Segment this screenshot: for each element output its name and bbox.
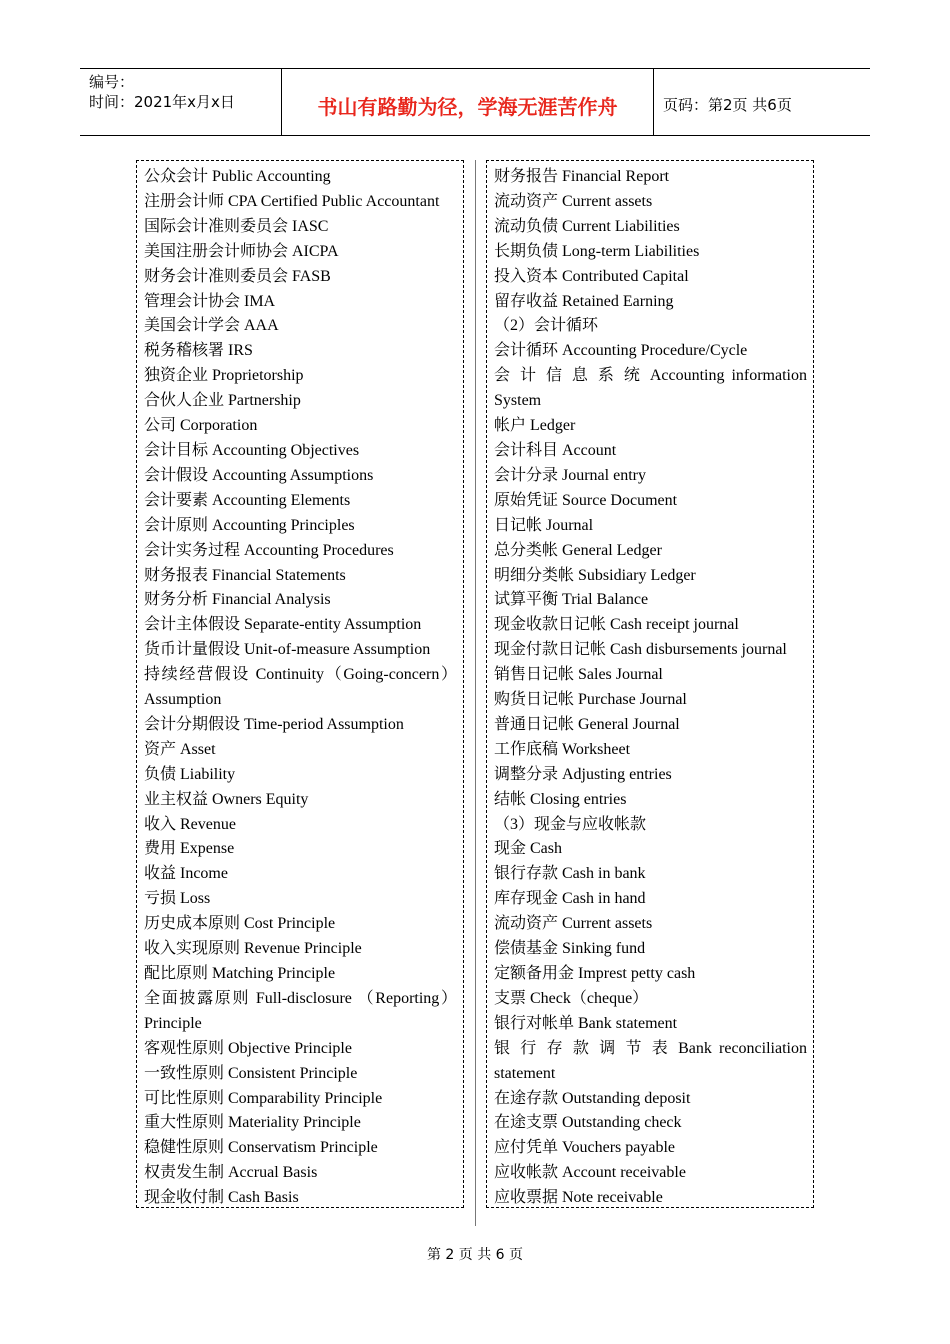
header-meta	[80, 69, 282, 135]
glossary-entry: 在途支票 Outstanding check	[494, 1114, 682, 1132]
glossary-entry: 资产 Asset	[144, 740, 216, 758]
glossary-left-column	[136, 160, 464, 1208]
glossary-entry: 银行对帐单 Bank statement	[494, 1014, 678, 1032]
glossary-entry: 试算平衡 Trial Balance	[494, 591, 649, 609]
glossary-entry: 应收帐款 Account receivable	[494, 1164, 686, 1182]
header-motto: 书山有路勤为径，学海无涯苦作舟	[282, 69, 654, 135]
date-label: 时间：2021年x月x日	[89, 93, 235, 111]
glossary-entry: 权责发生制 Accrual Basis	[144, 1164, 318, 1182]
glossary-entry: 在途存款 Outstanding deposit	[494, 1089, 691, 1107]
glossary-entry: 销售日记帐 Sales Journal	[494, 666, 663, 684]
glossary-entry: 一致性原则 Consistent Principle	[144, 1064, 358, 1082]
glossary-entry: 定额备用金 Imprest petty cash	[494, 965, 696, 982]
glossary-entry: 历史成本原则 Cost Principle	[144, 915, 336, 933]
glossary-entry: （2）会计循环	[494, 317, 599, 335]
glossary-entry: 亏损 Loss	[144, 890, 211, 908]
glossary-entry: 现金 Cash	[494, 840, 563, 858]
glossary-entry: 美国注册会计师协会 AICPA	[144, 242, 339, 260]
glossary-entry: 收入 Revenue	[144, 815, 236, 833]
glossary-entry: 可比性原则 Comparability Principle	[144, 1089, 383, 1107]
glossary-entry: 财务分析 Financial Analysis	[144, 591, 331, 609]
glossary-right-column	[486, 160, 814, 1208]
glossary-entry: 银 行 存 款 调 节 表 Bank reconciliation statement	[494, 1039, 807, 1082]
glossary-entry: 支票 Check（cheque）	[494, 989, 649, 1007]
glossary-entry: 会计科目 Account	[494, 441, 617, 459]
glossary-right-list	[487, 161, 813, 1211]
glossary-entry: 会计目标 Accounting Objectives	[144, 441, 360, 459]
glossary-entry: 业主权益 Owners Equity	[144, 790, 309, 808]
glossary-entry: 现金收款日记帐 Cash receipt journal	[494, 616, 739, 634]
glossary-entry: 重大性原则 Materiality Principle	[144, 1114, 361, 1132]
glossary-entry: 费用 Expense	[144, 840, 235, 858]
glossary-entry: 公众会计 Public Accounting	[144, 168, 331, 185]
glossary-entry: 会计循环 Accounting Procedure/Cycle	[494, 342, 748, 360]
glossary-entry: 帐户 Ledger	[494, 417, 576, 435]
glossary-entry: 应收票据 Note receivable	[494, 1189, 663, 1207]
glossary-entry: 结帐 Closing entries	[494, 790, 627, 808]
glossary-entry: 会 计 信 息 系 统 Accounting information System	[494, 367, 807, 410]
glossary-entry: 工作底稿 Worksheet	[494, 740, 631, 758]
glossary-entry: 投入资本 Contributed Capital	[494, 267, 689, 285]
glossary-entry: （3）现金与应收帐款	[494, 815, 647, 833]
glossary-entry: 财务报告 Financial Report	[494, 168, 670, 185]
glossary-entry: 调整分录 Adjusting entries	[494, 765, 672, 783]
glossary-entry: 会计实务过程 Accounting Procedures	[144, 541, 394, 559]
glossary-entry: 合伙人企业 Partnership	[144, 392, 301, 410]
glossary-entry: 公司 Corporation	[144, 417, 258, 435]
glossary-entry: 留存收益 Retained Earning	[494, 292, 674, 310]
glossary-entry: 会计主体假设 Separate-entity Assumption	[144, 616, 422, 634]
glossary-entry: 收益 Income	[144, 865, 228, 883]
glossary-entry: 偿债基金 Sinking fund	[494, 940, 646, 958]
glossary-entry: 会计分期假设 Time-period Assumption	[144, 715, 404, 733]
glossary-entry: 配比原则 Matching Principle	[144, 965, 336, 982]
glossary-entry: 普通日记帐 General Journal	[494, 715, 680, 733]
glossary-entry: 收入实现原则 Revenue Principle	[144, 940, 362, 958]
glossary-entry: 管理会计协会 IMA	[144, 292, 276, 310]
glossary-entry: 银行存款 Cash in bank	[494, 865, 646, 883]
glossary-entry: 现金收付制 Cash Basis	[144, 1189, 299, 1207]
glossary-entry: 日记帐 Journal	[494, 516, 594, 534]
glossary-entry: 会计要素 Accounting Elements	[144, 491, 351, 509]
glossary-entry: 财务会计准则委员会 FASB	[144, 267, 331, 285]
glossary-entry: 流动资产 Current assets	[494, 915, 653, 933]
glossary-entry: 长期负债 Long-term Liabilities	[494, 242, 700, 260]
glossary-entry: 会计假设 Accounting Assumptions	[144, 466, 374, 484]
doc-number-label: 编号：	[89, 73, 135, 91]
glossary-entry: 货币计量假设 Unit-of-measure Assumption	[144, 641, 431, 659]
glossary-entry: 稳健性原则 Conservatism Principle	[144, 1139, 378, 1157]
header-page-label: 页码：第2页 共6页	[663, 95, 792, 114]
glossary-left-list	[137, 161, 463, 1211]
glossary-entry: 税务稽核署 IRS	[144, 342, 253, 360]
glossary-entry: 美国会计学会 AAA	[144, 317, 279, 335]
glossary-entry: 客观性原则 Objective Principle	[144, 1039, 352, 1057]
glossary-entry: 注册会计师 CPA Certified Public Accountant	[144, 192, 440, 210]
glossary-entry: 原始凭证 Source Document	[494, 491, 678, 509]
glossary-entry: 应付凭单 Vouchers payable	[494, 1139, 676, 1157]
glossary-entry: 负债 Liability	[144, 765, 236, 783]
glossary-entry: 库存现金 Cash in hand	[494, 890, 646, 908]
glossary-entry: 购货日记帐 Purchase Journal	[494, 691, 687, 709]
glossary-entry: 总分类帐 General Ledger	[494, 541, 662, 559]
glossary-entry: 国际会计准则委员会 IASC	[144, 217, 329, 235]
glossary-entry: 明细分类帐 Subsidiary Ledger	[494, 566, 696, 584]
glossary-entry: 流动负债 Current Liabilities	[494, 217, 680, 235]
glossary-entry: 会计分录 Journal entry	[494, 466, 646, 484]
column-divider	[475, 160, 476, 1226]
glossary-entry: 全面披露原则 Full-disclosure （Reporting） Principle	[144, 989, 457, 1032]
glossary-entry: 现金付款日记帐 Cash disbursements journal	[494, 641, 787, 659]
glossary-entry: 持续经营假设 Continuity（Going-concern） Assumption	[144, 666, 457, 709]
glossary-entry: 流动资产 Current assets	[494, 192, 653, 210]
glossary-entry: 独资企业 Proprietorship	[144, 367, 304, 385]
page-header	[80, 68, 870, 136]
glossary-entry: 会计原则 Accounting Principles	[144, 516, 355, 534]
page-footer: 第 2 页 共 6 页	[426, 1247, 524, 1263]
glossary-entry: 财务报表 Financial Statements	[144, 566, 346, 584]
